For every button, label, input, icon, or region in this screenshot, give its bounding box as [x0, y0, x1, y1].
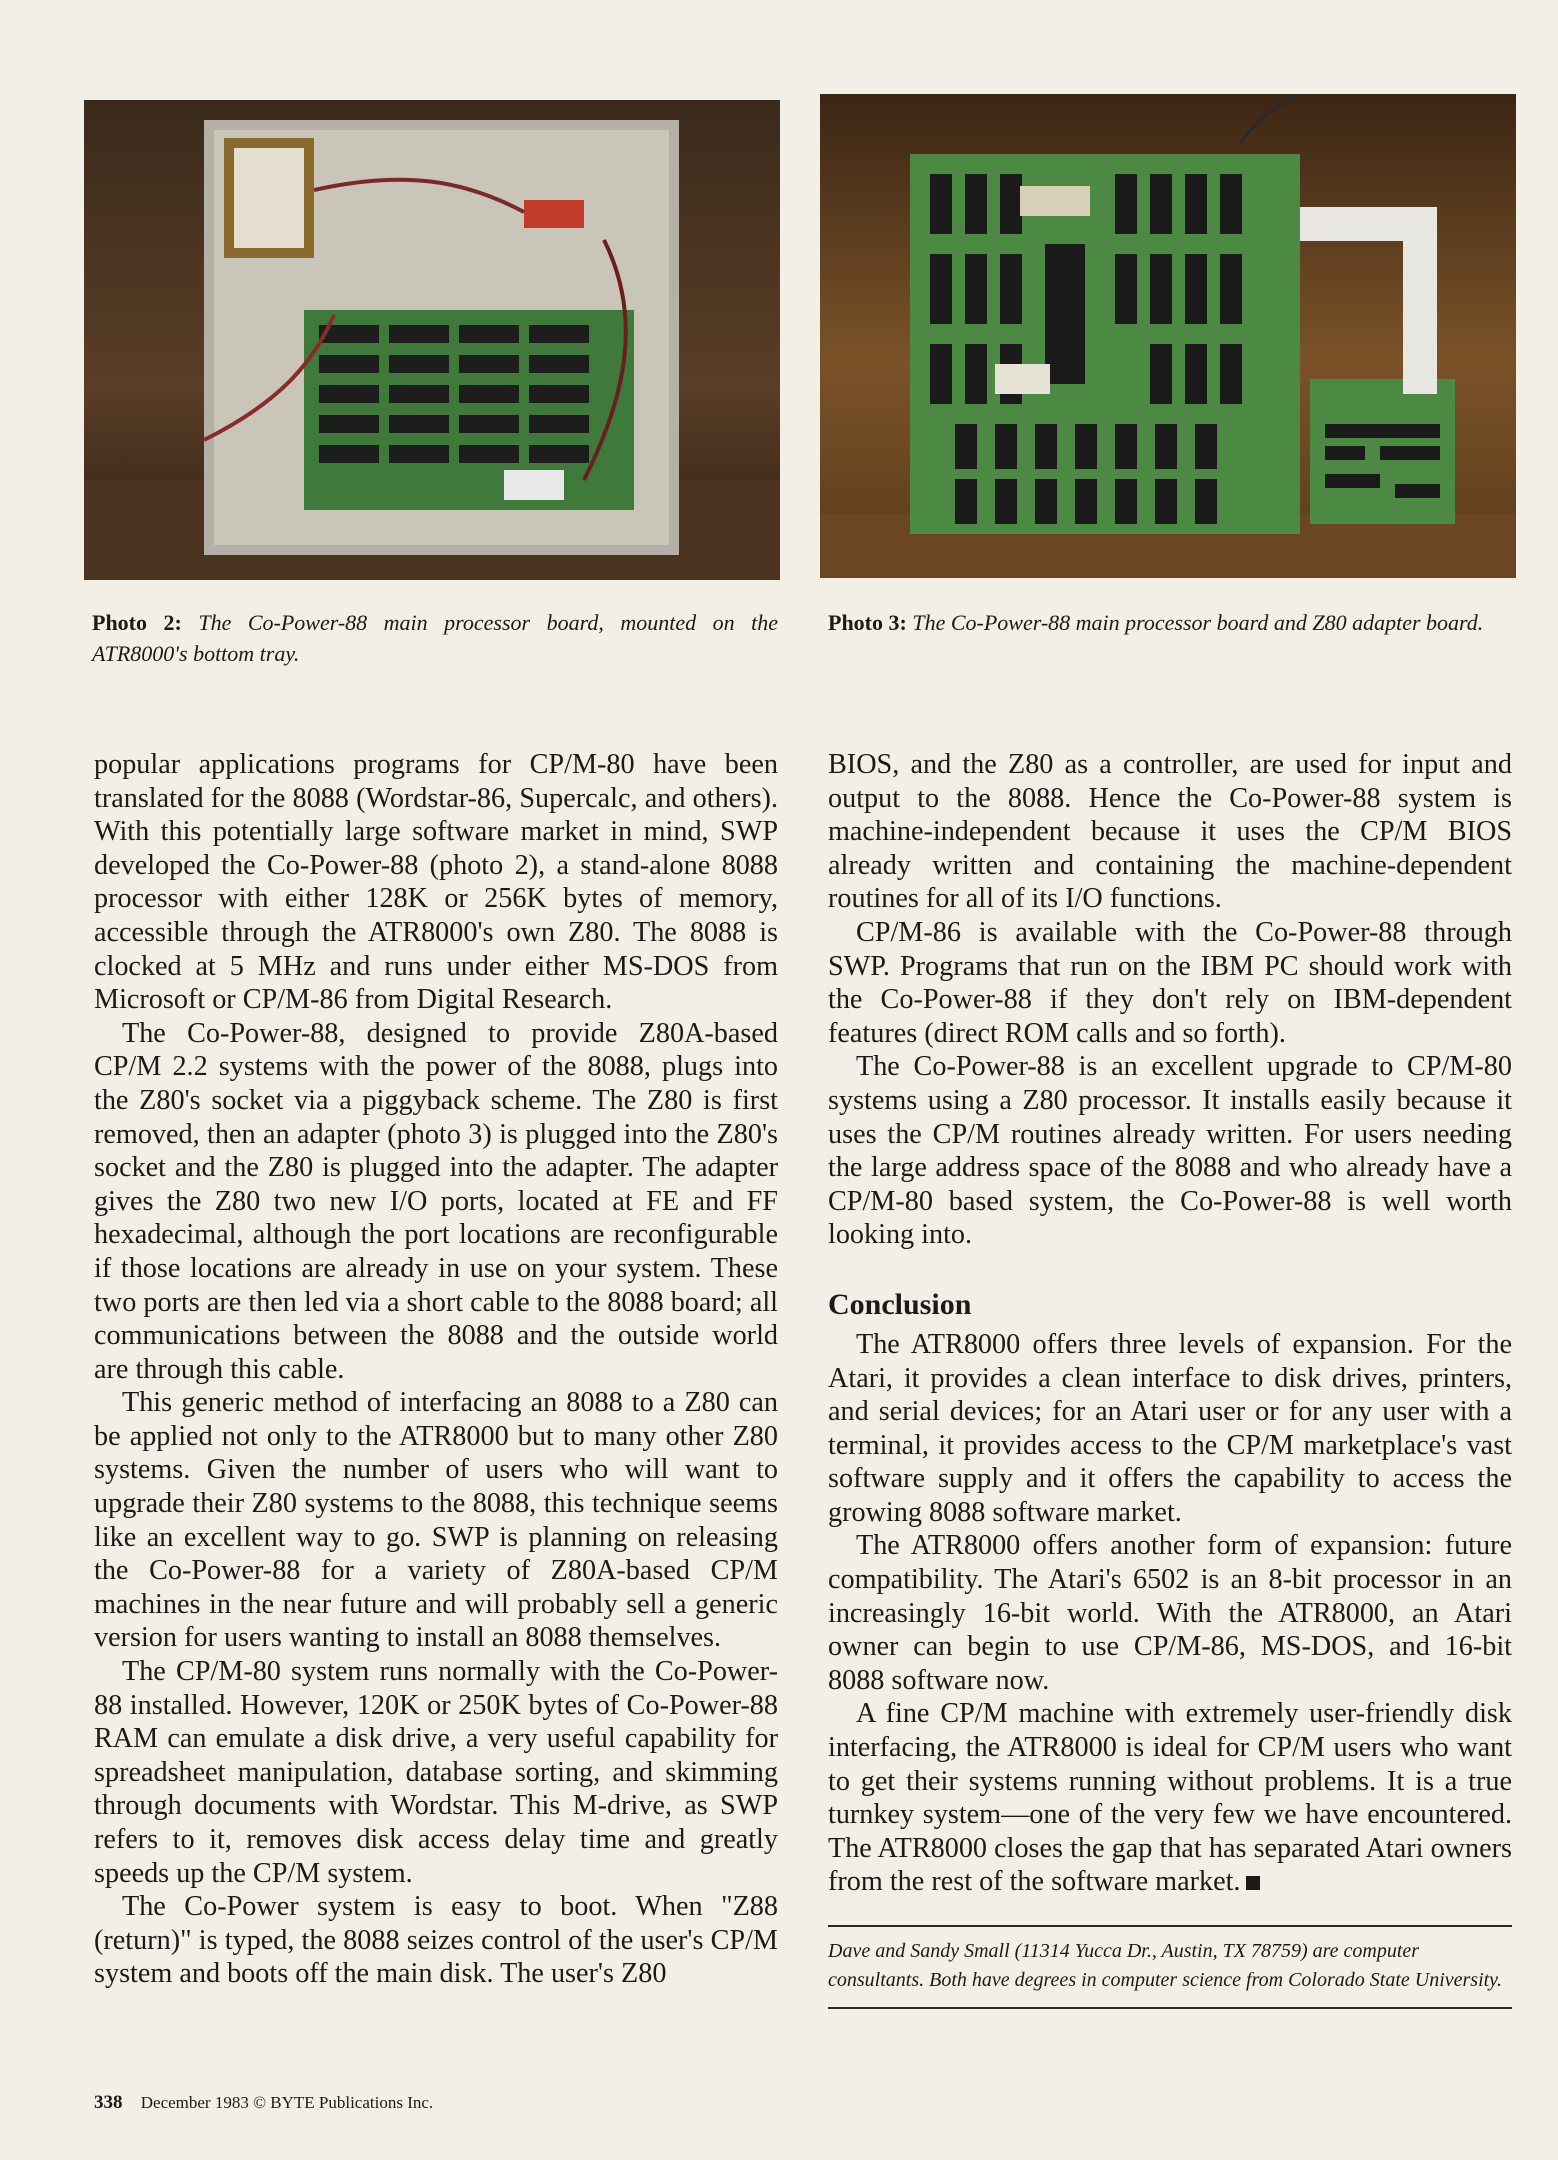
page-number: 338: [94, 2092, 123, 2113]
footer-credit: December 1983 © BYTE Publications Inc.: [140, 2093, 434, 2112]
page-footer: [94, 2092, 433, 2114]
photo-2-image: [84, 100, 780, 580]
photo-3-caption: [828, 607, 1512, 638]
photo-3-caption-text: The Co-Power-88 main processor board and Z80 adapter board.: [912, 610, 1484, 635]
author-bio: Dave and Sandy Small (11314 Yucca Dr., Austin, TX 78759) are computer consultants. Both have degrees in computer science from Colorado State University.: [828, 1925, 1512, 2009]
left-column: [94, 748, 778, 1991]
right-paragraph-3: The Co-Power-88 is an excellent upgrade to CP/M-80 systems using a Z80 processor. It installs easily because it uses the CP/M routines already written. For users needing the large address space of the 8088 and who already have a CP/M-80 based system, the Co-Power-88 is well worth looking into.: [828, 1051, 1512, 1251]
right-column: [828, 748, 1512, 2009]
photo-3-image: [820, 94, 1516, 578]
photo-2-caption-text: The Co-Power-88 main processor board, mounted on the ATR8000's bottom tray.: [92, 610, 778, 666]
conclusion-heading: Conclusion: [828, 1287, 972, 1321]
final-paragraph-text: A fine CP/M machine with extremely user-friendly disk interfacing, the ATR8000 is ideal for CP/M users who want to get their systems running without problems. It is a true turnkey system—one of the very few we have encountered. The ATR8000 closes the gap that has separated Atari owners from the rest of the software market.: [828, 1698, 1512, 1898]
left-paragraph-2: The Co-Power-88, designed to provide Z80A-based CP/M 2.2 systems with the power of the 8088, plugs into the Z80's socket via a piggyback scheme. The Z80 is first removed, then an adapter (photo 3) is plugged into the Z80's socket and the Z80 is plugged into the adapter. The adapter gives the Z80 two new I/O ports, located at FE and FF hexadecimal, although the port locations are reconfigurable if those locations are already in use on your system. These two ports are then led via a short cable to the 8088 board; all communications between the 8088 and the outside world are through this cable.: [94, 1017, 778, 1385]
left-paragraph-1: popular applications programs for CP/M-80 have been translated for the 8088 (Wordstar-86, Supercalc, and others). With this potentially large software market in mind, SWP developed the Co-Power-88 (photo 2), a stand-alone 8088 processor with either 128K or 256K bytes of memory, accessible through the ATR8000's own Z80. The 8088 is clocked at 5 MHz and runs under either MS-DOS from Microsoft or CP/M-86 from Digital Research.: [94, 749, 778, 1016]
right-paragraph-5: The ATR8000 offers another form of expansion: future compatibility. The Atari's 6502 is an 8-bit processor in an increasingly 16-bit world. With the ATR8000, an Atari owner can begin to use CP/M-86, MS-DOS, and 16-bit 8088 software now.: [828, 1530, 1512, 1696]
right-paragraph-2: CP/M-86 is available with the Co-Power-88 through SWP. Programs that run on the IBM PC should work with the Co-Power-88 if they don't rely on IBM-dependent features (direct ROM calls and so forth).: [828, 916, 1512, 1049]
photo-2-caption: [92, 607, 778, 669]
right-paragraph-6: [828, 1697, 1512, 1899]
left-paragraph-3: This generic method of interfacing an 8088 to a Z80 can be applied not only to the ATR8000 but to many other Z80 systems. Given the number of users who will want to upgrade their Z80 systems to the 8088, this technique seems like an excellent way to go. SWP is planning on releasing the Co-Power-88 for a variety of Z80A-based CP/M machines in the near future and will probably sell a generic version for users wanting to install an 8088 themselves.: [94, 1387, 778, 1654]
end-mark-icon: [1246, 1876, 1260, 1890]
photo-2-label: Photo 2:: [92, 610, 182, 635]
left-paragraph-4: The CP/M-80 system runs normally with the Co-Power-88 installed. However, 120K or 250K bytes of Co-Power-88 RAM can emulate a disk drive, a very useful capability for spreadsheet manipulation, database sorting, and skimming through documents with Wordstar. This M-drive, as SWP refers to it, removes disk access delay time and greatly speeds up the CP/M system.: [94, 1656, 778, 1889]
right-paragraph-1: BIOS, and the Z80 as a controller, are used for input and output to the 8088. Hence the Co-Power-88 system is machine-independent because it uses the CP/M BIOS already written and containing the machine-dependent routines for all of its I/O functions.: [828, 749, 1512, 915]
photo-3-illustration: [820, 94, 1516, 578]
photo-3-label: Photo 3:: [828, 610, 907, 635]
photo-2-illustration: [84, 100, 780, 580]
right-paragraph-4: The ATR8000 offers three levels of expansion. For the Atari, it provides a clean interface to disk drives, printers, and serial devices; for an Atari user or for any user with a terminal, it provides access to the CP/M marketplace's vast software supply and it offers the capability to access the growing 8088 software market.: [828, 1328, 1512, 1528]
left-paragraph-5: The Co-Power system is easy to boot. When "Z88 (return)" is typed, the 8088 seizes control of the user's CP/M system and boots off the main disk. The user's Z80: [94, 1891, 778, 1990]
